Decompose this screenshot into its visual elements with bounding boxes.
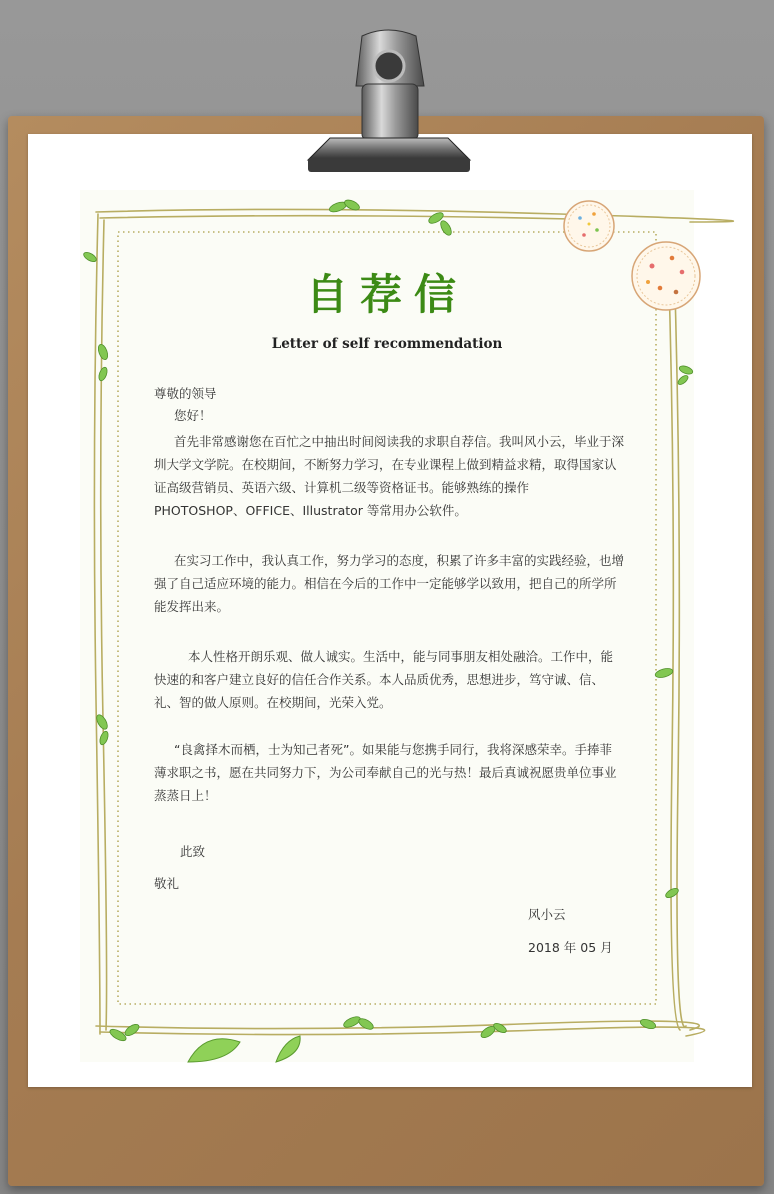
paragraph-2: 在实习工作中，我认真工作，努力学习的态度，积累了许多丰富的实践经验，也增强了自己适应环境的能力。相信在今后的工作中一定能够学以致用，把自己的所学所能发挥出来。 [154,553,625,614]
closing: 此致 [180,844,206,859]
letter-date: 2018 年 05 月 [528,940,613,955]
paragraph-3: 本人性格开朗乐观、做人诚实。生活中，能与同事朋友相处融洽。工作中，能快速的和客户建立良好的信任合作关系。本人品质优秀，思想进步，笃守诚、信、礼、智的做人原则。在校期间，光荣入党。 [154,649,614,710]
regards: 敬礼 [154,876,180,891]
signer-name: 风小云 [528,907,566,922]
paragraph-4: “良禽择木而栖，士为知己者死”。如果能与您携手同行，我将深感荣幸。手捧菲薄求职之书，愿在共同努力下，为公司奉献自己的光与热！最后真诚祝愿贵单位事业蒸蒸日上！ [154,742,617,803]
letter-title: 自荐信 [305,270,468,319]
salutation: 尊敬的领导 [154,386,217,401]
paragraph-1: 首先非常感谢您在百忙之中抽出时间阅读我的求职自荐信。我叫风小云，毕业于深圳大学文学院。在校期间，不断努力学习，在专业课程上做到精益求精，取得国家认证高级营销员、英语六级、计算机二级等资格证书。能够熟练的操作 PHOTOSHOP、OFFICE、Illustrator 等常用办公软件。 [154,434,625,518]
letter-subtitle: Letter of self recommendation [271,336,503,352]
greeting: 您好！ [174,408,212,423]
binder-clip-icon [300,28,478,176]
